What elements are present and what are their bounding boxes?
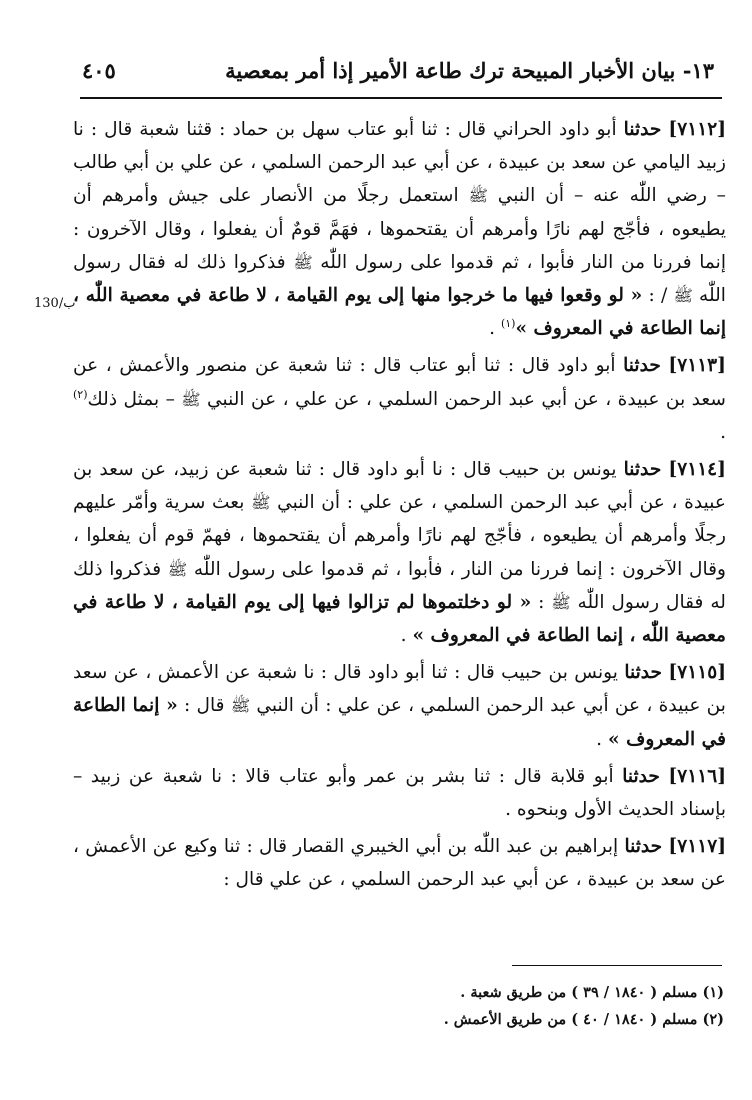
page-header: [82, 58, 714, 83]
prophetic-quote: « لو وقعوا فيها ما خرجوا منها إلى يوم القيامة ، لا طاعة في معصية اللّٰه ، إنما الطاعة في المعروف »: [73, 285, 726, 340]
sentence-end: .: [596, 728, 603, 750]
footnote-reference[interactable]: (١): [500, 317, 516, 331]
salawat-glyph: ﷺ: [251, 493, 271, 513]
hadith-text: :: [538, 591, 545, 613]
hadith-text: قال :: [184, 695, 225, 717]
footnote-divider: [512, 965, 722, 966]
hadith-number: [٧١١٢]: [668, 119, 726, 140]
footnote: (٢) مسلم ( ١٨٤٠ / ٤٠ ) من طريق الأعمش .: [443, 1011, 724, 1028]
sentence-end: .: [400, 625, 407, 647]
salawat-glyph: ﷺ: [230, 696, 251, 716]
hadith-text: يونس بن حبيب قال : ثنا أبو داود قال : نا شعبة عن الأعمش ، عن سعد بن عبيدة ، عن أبي عبد الرحمن السلمي ، عن علي : أن النبي: [73, 662, 726, 717]
hadith-number: [٧١١٥]: [668, 662, 726, 684]
salawat-glyph: ﷺ: [673, 286, 693, 306]
hadith-lead-word: حدثنا: [623, 355, 661, 377]
footnote-reference[interactable]: (٢): [73, 387, 88, 401]
sentence-end: .: [489, 318, 496, 340]
hadith-paragraph: [73, 656, 726, 756]
hadith-lead-word: حدثنا: [623, 119, 662, 140]
salawat-glyph: ﷺ: [293, 252, 313, 272]
hadith-lead-word: حدثنا: [622, 765, 660, 787]
salawat-glyph: ﷺ: [551, 592, 571, 612]
hadith-number: [٧١١٦]: [668, 765, 726, 787]
footnotes: [300, 979, 724, 1033]
hadith-text: أبو داود قال : ثنا أبو عتاب قال : ثنا شعبة عن منصور والأعمش ، عن سعد بن عبيدة ، عن أبي عبد الرحمن السلمي ، عن علي ، عن النبي: [73, 355, 726, 410]
hadith-text: أبو قلابة قال : ثنا بشر بن عمر وأبو عتاب قالا : نا شعبة عن زبيد – بإسناد الحديث الأول وبنحوه .: [73, 765, 726, 821]
chapter-title: ١٣- بيان الأخبار المبيحة ترك طاعة الأمير إذا أمر بمعصية: [225, 58, 714, 83]
hadith-text: بعث سرية وأمّر عليهم رجلًا وأمرهم أن يطيعوه ، فأجّج لهم نارًا وأمرهم أن يقتحموها ، فهمّ قوم أن يفعلوا ، وقال الآخرون : إنما فررنا من النار ، فأبوا ، ثم قدموا على رسول اللّٰه: [73, 492, 726, 580]
hadith-body: [73, 113, 726, 897]
header-divider: [80, 97, 722, 99]
salawat-glyph: ﷺ: [181, 389, 201, 409]
prophetic-quote: « لو دخلتموها لم تزالوا فيها إلى يوم القيامة ، لا طاعة في معصية اللّٰه ، إنما الطاعة في المعروف »: [73, 591, 726, 647]
hadith-paragraph: [73, 453, 726, 652]
hadith-text: فذكروا ذلك له فقال رسول اللّٰه: [73, 251, 726, 307]
sentence-end: .: [720, 421, 726, 443]
hadith-number: [٧١١٤]: [668, 459, 726, 481]
salawat-glyph: ﷺ: [167, 559, 188, 579]
hadith-text: / :: [648, 285, 668, 307]
hadith-text: – بمثل ذلك: [87, 388, 175, 410]
footnote: (١) مسلم ( ١٨٤٠ / ٣٩ ) من طريق شعبة .: [460, 984, 724, 1001]
page-number: ٤٠٥: [82, 58, 116, 83]
hadith-text: استعمل رجلًا من الأنصار على جيش وأمرهم أن يطيعوه ، فأجّج لهم نارًا وأمرهم أن يقتحموها ، فهَمَّ قومٌ أن يفعلوا ، وقال الآخرون : إنما فررنا من النار فأبوا ، ثم قدموا على رسول اللّٰه: [73, 185, 726, 273]
hadith-text: إبراهيم بن عبد اللّٰه بن أبي الخيبري القصار قال : ثنا وكيع عن الأعمش ، عن سعد بن عبيدة ، عن أبي عبد الرحمن السلمي ، عن علي قال :: [73, 836, 726, 891]
hadith-paragraph: [73, 830, 726, 896]
hadith-text: أبو داود الحراني قال : ثنا أبو عتاب سهل بن حماد : قثنا شعبة قال : نا زبيد اليامي عن سعد بن عبيدة ، عن أبي عبد الرحمن السلمي ، عن علي بن أبي طالب – رضي اللّٰه عنه – أن النبي: [73, 119, 726, 207]
prophetic-quote: « إنما الطاعة في المعروف »: [73, 695, 726, 750]
hadith-lead-word: حدثنا: [624, 836, 663, 858]
hadith-text: فذكروا ذلك له فقال رسول اللّٰه: [73, 558, 726, 613]
hadith-number: [٧١١٣]: [668, 355, 726, 377]
hadith-text: يونس بن حبيب قال : نا أبو داود قال : ثنا شعبة عن زبيد، عن سعد بن عبيدة ، عن أبي عبد الرحمن السلمي ، عن علي : أن النبي: [73, 459, 726, 514]
hadith-lead-word: حدثنا: [624, 662, 663, 684]
hadith-number: [٧١١٧]: [668, 836, 726, 858]
hadith-paragraph: [73, 760, 726, 826]
manuscript-folio-note: 130/ب: [34, 296, 76, 311]
hadith-paragraph: [73, 113, 726, 345]
salawat-glyph: ﷺ: [468, 186, 488, 206]
hadith-lead-word: حدثنا: [623, 459, 662, 481]
hadith-paragraph: [73, 349, 726, 449]
